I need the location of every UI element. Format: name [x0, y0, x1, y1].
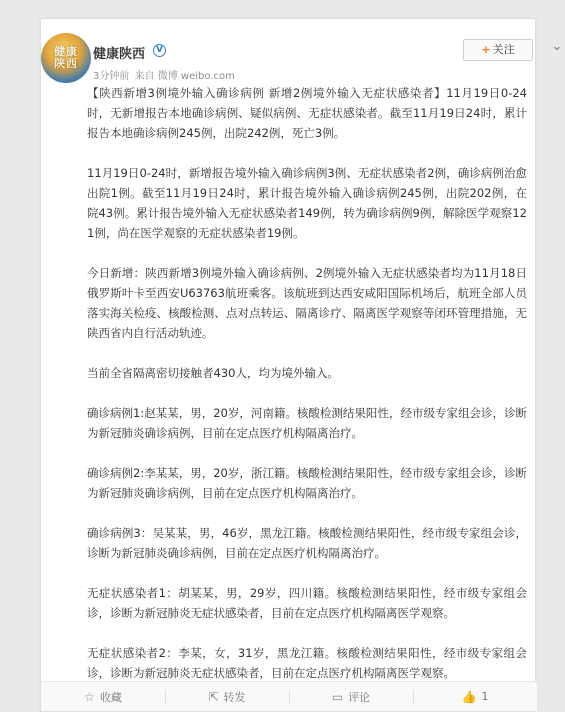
like-count: 1: [481, 690, 489, 703]
post-content: [87, 83, 527, 703]
post-paragraph: 11月19日0-24时，新增报告境外输入确诊病例3例、无症状感染者2例，确诊病例治愈出院1例。截至11月19日24时，累计报告境外输入确诊病例245例，出院202例，在院43例。累计报告境外输入无症状感染者149例，转为确诊病例9例，解除医学观察121例，尚在医学观察的无症状感染者19例。: [87, 166, 527, 240]
post-paragraph: 今日新增：陕西新增3例境外输入确诊病例、2例境外输入无症状感染者均为11月18日俄罗斯叶卡至西安U63763航班乘客。该航班到达西安咸阳国际机场后，航班全部人员落实海关检疫、核酸检测、点对点转运、隔离诊疗、隔离医学观察等闭环管理措施，无陕西省内自行活动轨迹。: [87, 266, 527, 340]
favorite-button[interactable]: [41, 682, 165, 711]
avatar[interactable]: [41, 33, 91, 83]
post-paragraph: 无症状感染者1：胡某某，男，29岁，四川籍。核酸检测结果阳性，经市级专家组会诊，诊断为新冠肺炎无症状感染者，目前在定点医疗机构隔离医学观察。: [87, 586, 527, 620]
verified-v-icon: V: [153, 44, 166, 57]
comment-label: 评论: [348, 690, 371, 704]
plus-icon: +: [481, 43, 491, 56]
post-meta: [93, 67, 237, 82]
action-bar: [41, 681, 537, 711]
comment-icon: ▭: [331, 689, 344, 704]
repost-button[interactable]: [165, 682, 289, 711]
star-icon: ☆: [84, 689, 95, 704]
chevron-down-icon[interactable]: ⌄: [551, 39, 563, 54]
follow-label: 关注: [492, 43, 515, 56]
post-paragraph: 确诊病例3：吴某某，男，46岁，黑龙江籍。核酸检测结果阳性，经市级专家组会诊，诊断为新冠肺炎确诊病例，目前在定点医疗机构隔离治疗。: [87, 526, 527, 560]
comment-button[interactable]: [289, 682, 413, 711]
weibo-post-card: [40, 18, 563, 712]
thumbs-up-icon: 👍: [461, 689, 477, 704]
favorite-label: 收藏: [99, 690, 122, 704]
post-header: [91, 37, 563, 82]
post-paragraph: 当前全省隔离密切接触者430人，均为境外输入。: [87, 366, 339, 380]
post-paragraph: 确诊病例2:李某某，男，20岁，浙江籍。核酸检测结果阳性，经市级专家组会诊，诊断为新冠肺炎确诊病例，目前在定点医疗机构隔离治疗。: [87, 466, 527, 500]
follow-button[interactable]: [463, 39, 533, 61]
repost-icon: ⇱: [208, 689, 219, 704]
avatar-logo-text: 健康 陕西: [54, 45, 78, 70]
username[interactable]: 健康陕西: [93, 47, 146, 62]
post-paragraph: 确诊病例1:赵某某，男，20岁，河南籍。核酸检测结果阳性，经市级专家组会诊，诊断为新冠肺炎确诊病例，目前在定点医疗机构隔离治疗。: [87, 406, 527, 440]
repost-label: 转发: [223, 690, 246, 704]
post-source: 来自 微博 weibo.com: [134, 71, 235, 82]
post-paragraph: 无症状感染者2：李某，女，31岁，黑龙江籍。核酸检测结果阳性，经市级专家组会诊，诊断为新冠肺炎无症状感染者，目前在定点医疗机构隔离医学观察。: [87, 646, 527, 680]
like-button[interactable]: [413, 682, 537, 711]
post-paragraph: 【陕西新增3例境外输入确诊病例 新增2例境外输入无症状感染者】11月19日0-24时，无新增报告本地确诊病例、疑似病例、无症状感染者。截至11月19日24时，累计报告本地确诊病例245例，出院242例，死亡3例。: [87, 86, 527, 140]
post-time[interactable]: 3分钟前: [93, 71, 130, 82]
